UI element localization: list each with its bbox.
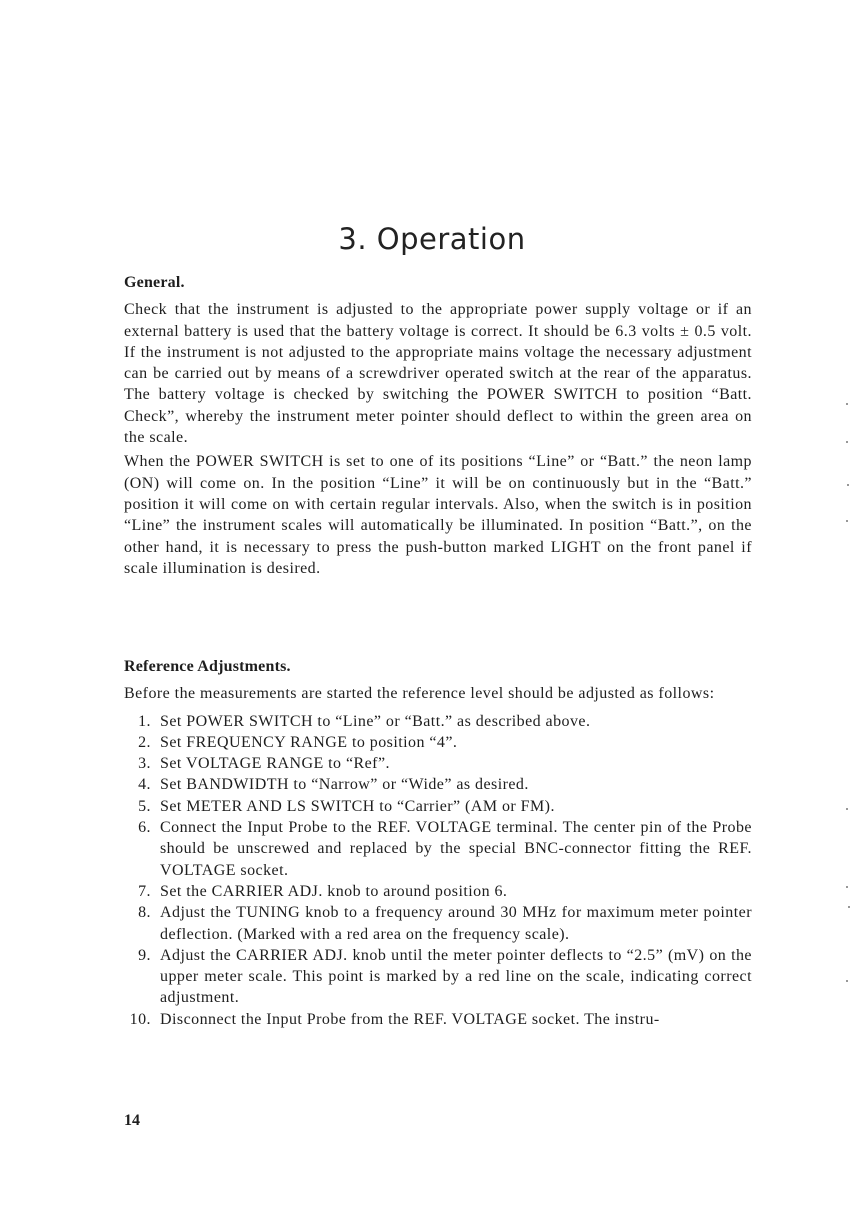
scan-speck <box>847 484 849 486</box>
step-number: 1. <box>138 712 151 730</box>
scan-speck <box>846 520 848 522</box>
step-item <box>124 881 752 902</box>
reference-section <box>124 656 752 1030</box>
step-item <box>124 796 752 817</box>
chapter-title: 3. Operation <box>338 222 526 256</box>
general-section <box>124 272 752 579</box>
step-text: Adjust the TUNING knob to a frequency around 30 MHz for maximum meter pointer deflection. (Marked with a red area on the frequency scale). <box>160 904 752 943</box>
step-text: Disconnect the Input Probe from the REF. VOLTAGE socket. The instru- <box>160 1010 660 1028</box>
step-item <box>124 1009 752 1030</box>
scan-speck <box>846 886 848 888</box>
step-item <box>124 753 752 774</box>
step-text: Set the CARRIER ADJ. knob to around position 6. <box>160 882 508 900</box>
general-paragraph-2: When the POWER SWITCH is set to one of its positions “Line” or “Batt.” the neon lamp (ON) will come on. In the position “Line” it will be on continuously but in the “Batt.” position it will come on with certain regular intervals. Also, when the switch is in position “Line” the instrument scales will automatically be illuminated. In position “Batt.”, on the other hand, it is necessary to press the push-button marked LIGHT on the front panel if scale illumination is desired. <box>124 453 752 577</box>
scan-speck <box>846 403 848 405</box>
step-number: 9. <box>138 946 151 964</box>
general-paragraph-1: Check that the instrument is adjusted to the appropriate power supply voltage or if an external battery is used that the battery voltage is correct. It should be 6.3 volts ± 0.5 volt. If the instrument is not adjusted to the appropriate mains voltage the necessary adjustment can be carried out by means of a screwdriver operated switch at the rear of the apparatus. The battery voltage is checked by switching the POWER SWITCH to position “Batt. Check”, whereby the instrument meter pointer should deflect to within the green area on the scale. <box>124 301 752 447</box>
step-item <box>124 774 752 795</box>
step-number: 5. <box>138 797 151 815</box>
step-item <box>124 711 752 732</box>
step-number: 7. <box>138 882 151 900</box>
step-item <box>124 902 752 945</box>
step-number: 3. <box>138 755 151 773</box>
step-text: Adjust the CARRIER ADJ. knob until the meter pointer deflects to “2.5” (mV) on the upper meter scale. This point is marked by a red line on the scale, indicating correct adjustment. <box>160 946 752 1007</box>
step-item <box>124 732 752 753</box>
step-number: 10. <box>129 1010 151 1028</box>
step-text: Set FREQUENCY RANGE to position “4”. <box>160 733 458 751</box>
step-number: 6. <box>138 819 151 837</box>
reference-steps <box>124 711 752 1030</box>
step-text: Set POWER SWITCH to “Line” or “Batt.” as described above. <box>160 712 591 730</box>
step-number: 4. <box>138 776 151 794</box>
scan-speck <box>846 980 848 982</box>
step-number: 2. <box>138 733 151 751</box>
page-number: 14 <box>124 1112 140 1129</box>
step-item <box>124 817 752 881</box>
step-text: Set BANDWIDTH to “Narrow” or “Wide” as desired. <box>160 776 529 794</box>
step-item <box>124 945 752 1009</box>
general-heading: General. <box>124 274 185 291</box>
step-text: Connect the Input Probe to the REF. VOLTAGE terminal. The center pin of the Probe should be unscrewed and replaced by the special BNC-connector fitting the REF. VOLTAGE socket. <box>160 819 752 879</box>
scan-speck <box>846 808 848 810</box>
step-text: Set VOLTAGE RANGE to “Ref”. <box>160 755 390 773</box>
step-number: 8. <box>138 904 151 922</box>
scan-speck <box>846 441 848 443</box>
reference-heading: Reference Adjustments. <box>124 658 291 675</box>
step-text: Set METER AND LS SWITCH to “Carrier” (AM or FM). <box>160 797 555 815</box>
scan-speck <box>848 906 850 908</box>
reference-intro: Before the measurements are started the reference level should be adjusted as follows: <box>124 685 715 703</box>
